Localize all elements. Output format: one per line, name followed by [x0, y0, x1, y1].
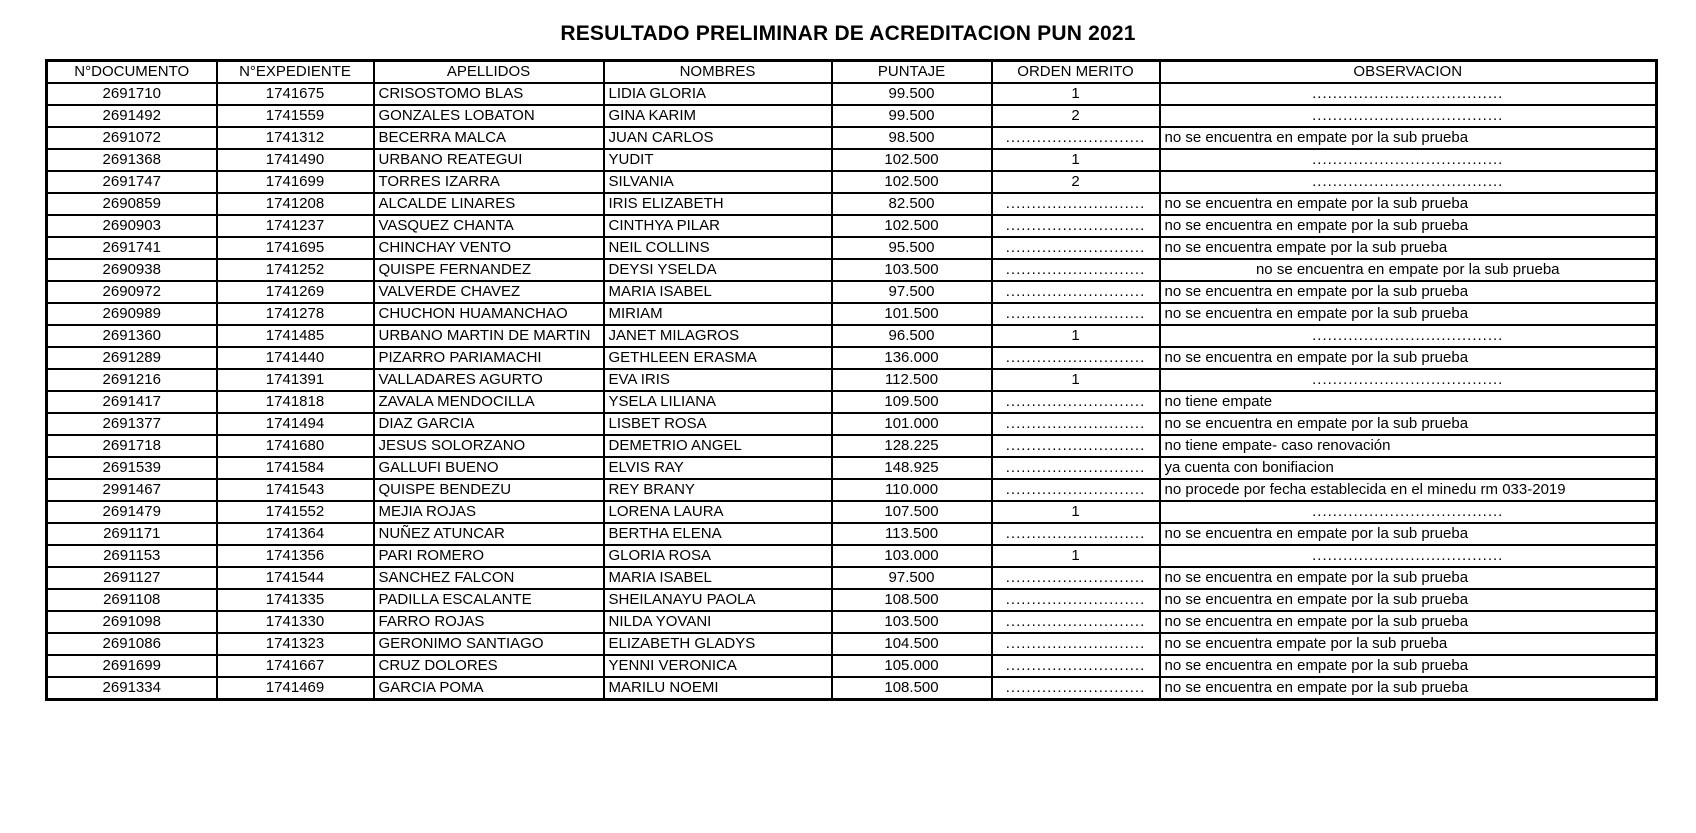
cell-puntaje: 102.500 [832, 171, 992, 193]
cell-expediente: 1741490 [217, 149, 374, 171]
cell-puntaje: 128.225 [832, 435, 992, 457]
cell-documento: 2691377 [47, 413, 217, 435]
cell-nombres: NEIL COLLINS [604, 237, 832, 259]
cell-nombres: JANET MILAGROS [604, 325, 832, 347]
cell-apellidos: DIAZ GARCIA [374, 413, 604, 435]
cell-orden-merito: ........................... [992, 479, 1160, 501]
cell-puntaje: 102.500 [832, 149, 992, 171]
cell-documento: 2691368 [47, 149, 217, 171]
cell-nombres: MARIA ISABEL [604, 567, 832, 589]
table-row [47, 567, 1657, 589]
table-row [47, 237, 1657, 259]
table-row [47, 325, 1657, 347]
cell-puntaje: 108.500 [832, 677, 992, 700]
cell-puntaje: 136.000 [832, 347, 992, 369]
cell-expediente: 1741667 [217, 655, 374, 677]
cell-observacion: no se encuentra en empate por la sub prueba [1160, 567, 1657, 589]
cell-expediente: 1741269 [217, 281, 374, 303]
cell-apellidos: ALCALDE LINARES [374, 193, 604, 215]
cell-puntaje: 101.500 [832, 303, 992, 325]
cell-puntaje: 101.000 [832, 413, 992, 435]
cell-apellidos: SANCHEZ FALCON [374, 567, 604, 589]
cell-expediente: 1741335 [217, 589, 374, 611]
cell-expediente: 1741312 [217, 127, 374, 149]
header-row [47, 61, 1657, 84]
cell-orden-merito: ........................... [992, 281, 1160, 303]
cell-orden-merito: ........................... [992, 347, 1160, 369]
cell-apellidos: NUÑEZ ATUNCAR [374, 523, 604, 545]
table-row [47, 457, 1657, 479]
cell-documento: 2691171 [47, 523, 217, 545]
table-row [47, 611, 1657, 633]
cell-apellidos: CHINCHAY VENTO [374, 237, 604, 259]
cell-apellidos: VALVERDE CHAVEZ [374, 281, 604, 303]
cell-expediente: 1741552 [217, 501, 374, 523]
cell-documento: 2691492 [47, 105, 217, 127]
cell-orden-merito: ........................... [992, 523, 1160, 545]
cell-orden-merito: ........................... [992, 633, 1160, 655]
cell-nombres: CINTHYA PILAR [604, 215, 832, 237]
cell-nombres: IRIS ELIZABETH [604, 193, 832, 215]
cell-observacion: ..................................... [1160, 171, 1657, 193]
cell-expediente: 1741559 [217, 105, 374, 127]
cell-apellidos: MEJIA ROJAS [374, 501, 604, 523]
cell-nombres: GLORIA ROSA [604, 545, 832, 567]
cell-documento: 2691747 [47, 171, 217, 193]
cell-nombres: REY BRANY [604, 479, 832, 501]
cell-apellidos: GERONIMO SANTIAGO [374, 633, 604, 655]
table-row [47, 589, 1657, 611]
cell-documento: 2691718 [47, 435, 217, 457]
cell-apellidos: CHUCHON HUAMANCHAO [374, 303, 604, 325]
cell-observacion: no se encuentra en empate por la sub prueba [1160, 523, 1657, 545]
cell-nombres: YSELA LILIANA [604, 391, 832, 413]
cell-expediente: 1741323 [217, 633, 374, 655]
cell-puntaje: 110.000 [832, 479, 992, 501]
cell-apellidos: CRISOSTOMO BLAS [374, 83, 604, 105]
cell-documento: 2691086 [47, 633, 217, 655]
cell-observacion: no se encuentra en empate por la sub prueba [1160, 347, 1657, 369]
cell-nombres: LIDIA GLORIA [604, 83, 832, 105]
cell-puntaje: 107.500 [832, 501, 992, 523]
page-title: RESULTADO PRELIMINAR DE ACREDITACION PUN 2021 [560, 22, 1136, 45]
table-row [47, 677, 1657, 700]
cell-orden-merito: 1 [992, 501, 1160, 523]
cell-observacion: no se encuentra en empate por la sub prueba [1160, 127, 1657, 149]
cell-expediente: 1741440 [217, 347, 374, 369]
cell-nombres: ELVIS RAY [604, 457, 832, 479]
cell-orden-merito: ........................... [992, 259, 1160, 281]
cell-observacion: ..................................... [1160, 501, 1657, 523]
cell-expediente: 1741252 [217, 259, 374, 281]
cell-observacion: ..................................... [1160, 369, 1657, 391]
cell-nombres: MARILU NOEMI [604, 677, 832, 700]
cell-orden-merito: ........................... [992, 193, 1160, 215]
cell-apellidos: GALLUFI BUENO [374, 457, 604, 479]
cell-documento: 2691289 [47, 347, 217, 369]
cell-expediente: 1741680 [217, 435, 374, 457]
cell-apellidos: VALLADARES AGURTO [374, 369, 604, 391]
cell-expediente: 1741469 [217, 677, 374, 700]
cell-orden-merito: ........................... [992, 435, 1160, 457]
cell-nombres: YUDIT [604, 149, 832, 171]
cell-puntaje: 95.500 [832, 237, 992, 259]
cell-observacion: no se encuentra en empate por la sub prueba [1160, 259, 1657, 281]
cell-apellidos: URBANO MARTIN DE MARTIN [374, 325, 604, 347]
table-row [47, 281, 1657, 303]
cell-nombres: DEMETRIO ANGEL [604, 435, 832, 457]
cell-puntaje: 109.500 [832, 391, 992, 413]
cell-documento: 2691710 [47, 83, 217, 105]
cell-puntaje: 102.500 [832, 215, 992, 237]
cell-orden-merito: ........................... [992, 303, 1160, 325]
cell-puntaje: 99.500 [832, 105, 992, 127]
cell-nombres: LISBET ROSA [604, 413, 832, 435]
table-row [47, 413, 1657, 435]
cell-orden-merito: ........................... [992, 215, 1160, 237]
cell-nombres: DEYSI YSELDA [604, 259, 832, 281]
cell-observacion: ..................................... [1160, 545, 1657, 567]
cell-documento: 2690972 [47, 281, 217, 303]
cell-expediente: 1741356 [217, 545, 374, 567]
cell-expediente: 1741330 [217, 611, 374, 633]
cell-documento: 2991467 [47, 479, 217, 501]
cell-observacion: ..................................... [1160, 149, 1657, 171]
table-row [47, 479, 1657, 501]
cell-observacion: no tiene empate- caso renovación [1160, 435, 1657, 457]
cell-apellidos: ZAVALA MENDOCILLA [374, 391, 604, 413]
cell-puntaje: 103.000 [832, 545, 992, 567]
cell-puntaje: 148.925 [832, 457, 992, 479]
cell-documento: 2690859 [47, 193, 217, 215]
table-row [47, 501, 1657, 523]
table-row [47, 545, 1657, 567]
cell-expediente: 1741494 [217, 413, 374, 435]
cell-documento: 2690903 [47, 215, 217, 237]
cell-puntaje: 103.500 [832, 259, 992, 281]
cell-apellidos: PIZARRO PARIAMACHI [374, 347, 604, 369]
cell-orden-merito: ........................... [992, 127, 1160, 149]
results-table [45, 59, 1658, 701]
cell-puntaje: 97.500 [832, 281, 992, 303]
table-row [47, 259, 1657, 281]
cell-orden-merito: 2 [992, 171, 1160, 193]
cell-apellidos: URBANO REATEGUI [374, 149, 604, 171]
column-header-expediente: N°EXPEDIENTE [217, 61, 374, 84]
cell-observacion: ..................................... [1160, 105, 1657, 127]
cell-documento: 2690989 [47, 303, 217, 325]
cell-expediente: 1741584 [217, 457, 374, 479]
table-row [47, 391, 1657, 413]
cell-observacion: no tiene empate [1160, 391, 1657, 413]
cell-apellidos: TORRES IZARRA [374, 171, 604, 193]
cell-apellidos: VASQUEZ CHANTA [374, 215, 604, 237]
cell-puntaje: 82.500 [832, 193, 992, 215]
cell-apellidos: PARI ROMERO [374, 545, 604, 567]
cell-documento: 2691360 [47, 325, 217, 347]
cell-observacion: no se encuentra en empate por la sub prueba [1160, 677, 1657, 700]
cell-observacion: no se encuentra en empate por la sub prueba [1160, 215, 1657, 237]
table-row [47, 633, 1657, 655]
cell-documento: 2691479 [47, 501, 217, 523]
cell-expediente: 1741208 [217, 193, 374, 215]
cell-expediente: 1741278 [217, 303, 374, 325]
cell-observacion: no se encuentra en empate por la sub prueba [1160, 655, 1657, 677]
column-header-apellidos: APELLIDOS [374, 61, 604, 84]
cell-puntaje: 99.500 [832, 83, 992, 105]
cell-nombres: YENNI VERONICA [604, 655, 832, 677]
cell-documento: 2691072 [47, 127, 217, 149]
cell-nombres: ELIZABETH GLADYS [604, 633, 832, 655]
cell-documento: 2690938 [47, 259, 217, 281]
table-row [47, 655, 1657, 677]
cell-documento: 2691741 [47, 237, 217, 259]
cell-puntaje: 112.500 [832, 369, 992, 391]
cell-apellidos: BECERRA MALCA [374, 127, 604, 149]
cell-orden-merito: ........................... [992, 589, 1160, 611]
cell-orden-merito: 1 [992, 325, 1160, 347]
cell-nombres: MARIA ISABEL [604, 281, 832, 303]
cell-orden-merito: 2 [992, 105, 1160, 127]
cell-nombres: SHEILANAYU PAOLA [604, 589, 832, 611]
cell-nombres: SILVANIA [604, 171, 832, 193]
cell-observacion: no se encuentra en empate por la sub prueba [1160, 589, 1657, 611]
cell-observacion: no se encuentra empate por la sub prueba [1160, 237, 1657, 259]
cell-observacion: no se encuentra en empate por la sub prueba [1160, 303, 1657, 325]
cell-documento: 2691127 [47, 567, 217, 589]
cell-documento: 2691216 [47, 369, 217, 391]
cell-expediente: 1741391 [217, 369, 374, 391]
cell-documento: 2691108 [47, 589, 217, 611]
cell-nombres: GINA KARIM [604, 105, 832, 127]
cell-apellidos: GONZALES LOBATON [374, 105, 604, 127]
cell-expediente: 1741818 [217, 391, 374, 413]
cell-nombres: NILDA YOVANI [604, 611, 832, 633]
cell-puntaje: 108.500 [832, 589, 992, 611]
cell-orden-merito: 1 [992, 83, 1160, 105]
table-row [47, 127, 1657, 149]
column-header-orden: ORDEN MERITO [992, 61, 1160, 84]
table-row [47, 303, 1657, 325]
cell-observacion: no se encuentra en empate por la sub prueba [1160, 413, 1657, 435]
cell-expediente: 1741544 [217, 567, 374, 589]
cell-documento: 2691539 [47, 457, 217, 479]
table-row [47, 83, 1657, 105]
cell-orden-merito: ........................... [992, 655, 1160, 677]
cell-documento: 2691417 [47, 391, 217, 413]
cell-orden-merito: 1 [992, 545, 1160, 567]
column-header-nombres: NOMBRES [604, 61, 832, 84]
cell-documento: 2691699 [47, 655, 217, 677]
column-header-documento: N°DOCUMENTO [47, 61, 217, 84]
cell-puntaje: 113.500 [832, 523, 992, 545]
table-row [47, 171, 1657, 193]
table-row [47, 435, 1657, 457]
cell-apellidos: JESUS SOLORZANO [374, 435, 604, 457]
cell-observacion: ..................................... [1160, 83, 1657, 105]
cell-expediente: 1741543 [217, 479, 374, 501]
cell-orden-merito: 1 [992, 149, 1160, 171]
cell-nombres: BERTHA ELENA [604, 523, 832, 545]
cell-expediente: 1741695 [217, 237, 374, 259]
cell-orden-merito: ........................... [992, 457, 1160, 479]
cell-nombres: EVA IRIS [604, 369, 832, 391]
cell-expediente: 1741237 [217, 215, 374, 237]
cell-puntaje: 96.500 [832, 325, 992, 347]
table-row [47, 149, 1657, 171]
table-row [47, 347, 1657, 369]
cell-orden-merito: ........................... [992, 611, 1160, 633]
cell-documento: 2691334 [47, 677, 217, 700]
cell-observacion: ya cuenta con bonifiacion [1160, 457, 1657, 479]
cell-apellidos: GARCIA POMA [374, 677, 604, 700]
table-row [47, 193, 1657, 215]
cell-puntaje: 98.500 [832, 127, 992, 149]
table-row [47, 215, 1657, 237]
cell-nombres: JUAN CARLOS [604, 127, 832, 149]
cell-apellidos: FARRO ROJAS [374, 611, 604, 633]
cell-orden-merito: ........................... [992, 237, 1160, 259]
column-header-observacion: OBSERVACION [1160, 61, 1657, 84]
table-row [47, 369, 1657, 391]
cell-observacion: ..................................... [1160, 325, 1657, 347]
cell-expediente: 1741485 [217, 325, 374, 347]
cell-apellidos: QUISPE FERNANDEZ [374, 259, 604, 281]
cell-observacion: no se encuentra en empate por la sub prueba [1160, 193, 1657, 215]
table-row [47, 105, 1657, 127]
cell-apellidos: CRUZ DOLORES [374, 655, 604, 677]
cell-observacion: no se encuentra en empate por la sub prueba [1160, 611, 1657, 633]
cell-observacion: no procede por fecha establecida en el minedu rm 033-2019 [1160, 479, 1657, 501]
cell-expediente: 1741675 [217, 83, 374, 105]
cell-expediente: 1741364 [217, 523, 374, 545]
cell-nombres: LORENA LAURA [604, 501, 832, 523]
cell-expediente: 1741699 [217, 171, 374, 193]
cell-puntaje: 97.500 [832, 567, 992, 589]
cell-puntaje: 105.000 [832, 655, 992, 677]
cell-orden-merito: ........................... [992, 567, 1160, 589]
cell-orden-merito: ........................... [992, 391, 1160, 413]
cell-puntaje: 103.500 [832, 611, 992, 633]
column-header-puntaje: PUNTAJE [832, 61, 992, 84]
cell-observacion: no se encuentra empate por la sub prueba [1160, 633, 1657, 655]
cell-nombres: GETHLEEN ERASMA [604, 347, 832, 369]
table-row [47, 523, 1657, 545]
cell-documento: 2691153 [47, 545, 217, 567]
cell-apellidos: QUISPE BENDEZU [374, 479, 604, 501]
cell-documento: 2691098 [47, 611, 217, 633]
cell-orden-merito: 1 [992, 369, 1160, 391]
results-table-body [47, 83, 1657, 700]
cell-nombres: MIRIAM [604, 303, 832, 325]
cell-observacion: no se encuentra en empate por la sub prueba [1160, 281, 1657, 303]
cell-orden-merito: ........................... [992, 677, 1160, 700]
cell-orden-merito: ........................... [992, 413, 1160, 435]
cell-puntaje: 104.500 [832, 633, 992, 655]
cell-apellidos: PADILLA ESCALANTE [374, 589, 604, 611]
